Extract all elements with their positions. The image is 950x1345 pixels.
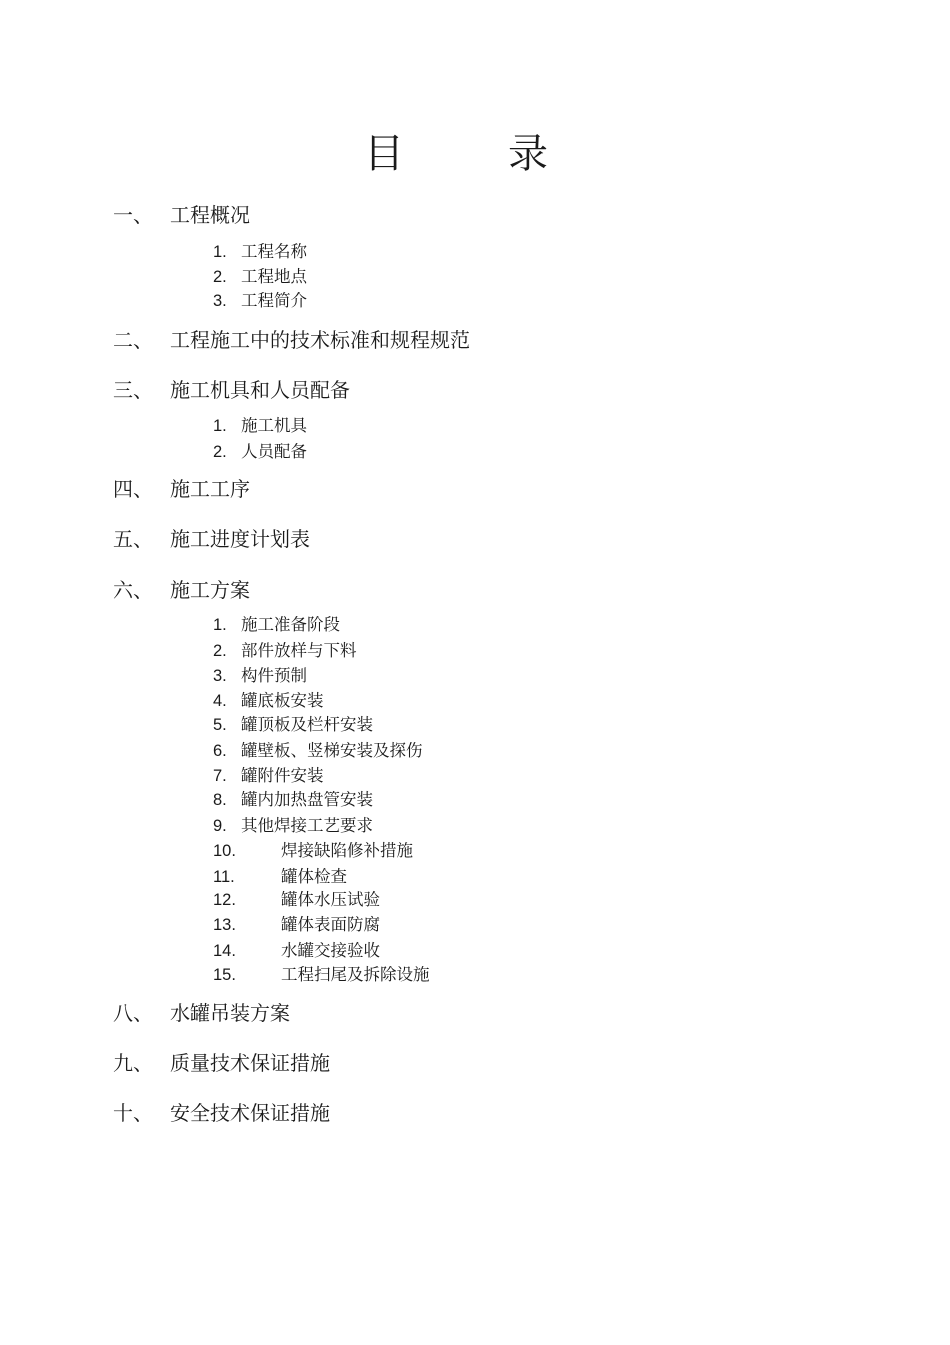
item-number: 3. — [213, 292, 227, 310]
item-label: 罐壁板、竖梯安装及探伤 — [241, 741, 423, 760]
item-number: 2. — [213, 268, 227, 286]
item-label: 其他焊接工艺要求 — [241, 816, 373, 835]
section-label: 施工进度计划表 — [170, 527, 310, 551]
item-label: 工程简介 — [241, 291, 307, 310]
item-number: 11. — [213, 868, 235, 886]
section-number: 一、 — [113, 203, 153, 227]
item-number: 12. — [213, 891, 236, 909]
section-number: 九、 — [113, 1051, 153, 1075]
toc-title-char-1: 目 — [364, 131, 404, 177]
item-label: 施工准备阶段 — [241, 615, 340, 634]
section-number: 八、 — [113, 1001, 153, 1025]
section-label: 工程概况 — [170, 203, 250, 227]
section-number: 三、 — [113, 378, 153, 402]
section-label: 施工工序 — [170, 477, 250, 501]
section-label: 安全技术保证措施 — [170, 1101, 330, 1125]
item-number: 9. — [213, 817, 227, 835]
item-label: 工程名称 — [241, 242, 307, 261]
item-number: 7. — [213, 767, 227, 785]
item-label: 罐体检查 — [281, 867, 347, 886]
item-label: 焊接缺陷修补措施 — [281, 841, 413, 860]
item-label: 罐顶板及栏杆安装 — [241, 715, 373, 734]
item-label: 水罐交接验收 — [281, 941, 380, 960]
section-label: 水罐吊装方案 — [170, 1001, 290, 1025]
item-label: 部件放样与下料 — [241, 641, 357, 660]
item-number: 15. — [213, 966, 236, 984]
item-number: 3. — [213, 667, 227, 685]
section-number: 二、 — [113, 328, 153, 352]
item-label: 人员配备 — [241, 442, 307, 461]
item-label: 罐底板安装 — [241, 691, 324, 710]
item-label: 构件预制 — [241, 666, 307, 685]
section-label: 施工机具和人员配备 — [170, 378, 350, 402]
item-number: 8. — [213, 791, 227, 809]
item-label: 罐体表面防腐 — [281, 915, 380, 934]
toc-title-char-2: 录 — [508, 131, 548, 177]
section-label: 质量技术保证措施 — [170, 1051, 330, 1075]
section-number: 十、 — [113, 1101, 153, 1125]
item-label: 罐体水压试验 — [281, 890, 380, 909]
item-label: 罐内加热盘管安装 — [241, 790, 373, 809]
section-number: 五、 — [113, 527, 153, 551]
item-label: 施工机具 — [241, 416, 307, 435]
section-number: 四、 — [113, 477, 153, 501]
item-number: 10. — [213, 842, 236, 860]
item-number: 6. — [213, 742, 227, 760]
section-label: 施工方案 — [170, 578, 250, 602]
item-number: 1. — [213, 616, 227, 634]
item-label: 罐附件安装 — [241, 766, 324, 785]
item-number: 2. — [213, 443, 227, 461]
item-number: 2. — [213, 642, 227, 660]
section-number: 六、 — [113, 578, 153, 602]
item-number: 13. — [213, 916, 236, 934]
item-label: 工程地点 — [241, 267, 307, 286]
item-number: 5. — [213, 716, 227, 734]
item-number: 1. — [213, 417, 227, 435]
item-number: 4. — [213, 692, 227, 710]
section-label: 工程施工中的技术标准和规程规范 — [170, 328, 470, 352]
item-label: 工程扫尾及拆除设施 — [281, 965, 430, 984]
item-number: 1. — [213, 243, 227, 261]
item-number: 14. — [213, 942, 236, 960]
